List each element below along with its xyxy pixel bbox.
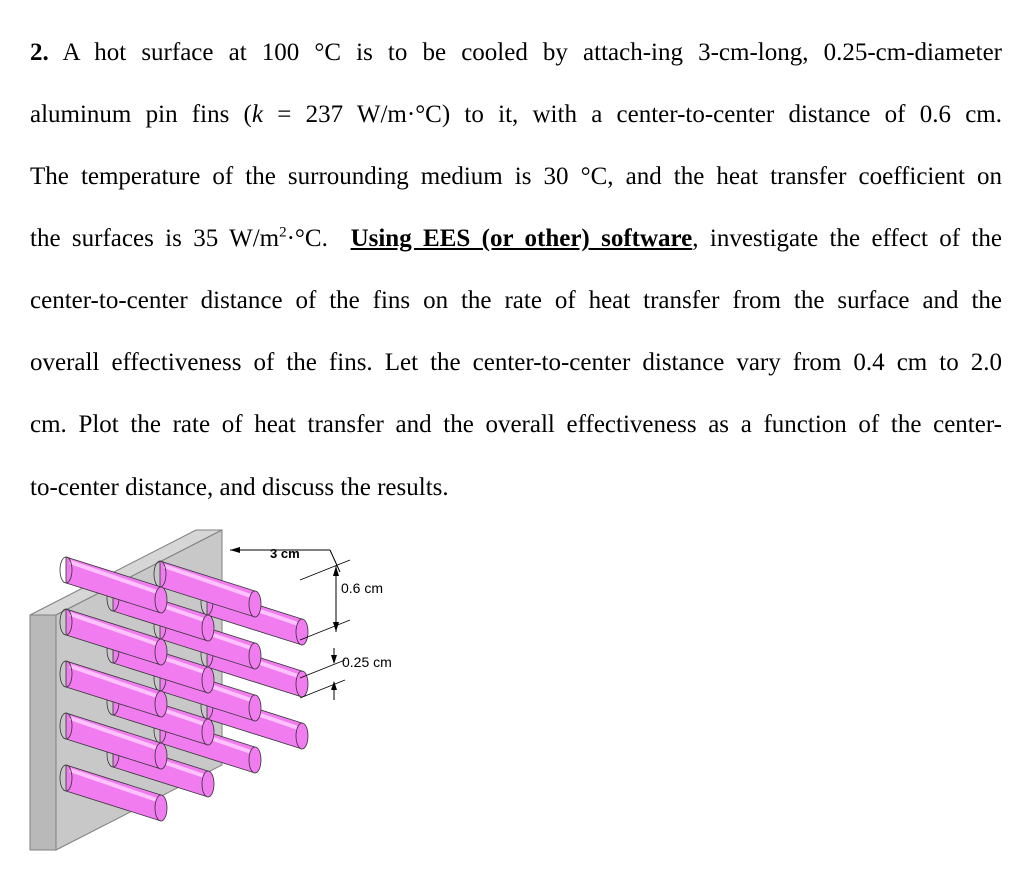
spacing-ext-top [300, 560, 350, 580]
problem-line-7: cm. Plot the rate of heat transfer and the overall effectiveness as a function of the center- [30, 411, 1002, 438]
fin-tip [155, 691, 167, 717]
spacing-arrow-bottom [333, 622, 339, 632]
problem-number: 2. [30, 39, 49, 66]
fin-tip [202, 615, 214, 641]
fin-tip [155, 639, 167, 665]
fin-tip [249, 591, 261, 617]
length-dimension-tick [330, 550, 340, 572]
problem-line-5: center-to-center distance of the fins on the rate of heat transfer from the surface and the [30, 287, 1002, 314]
pin-fin-diagram [0, 520, 440, 860]
problem-line-4: the surfaces is 35 $W/m^2\cdot^\circ C$. Using EES (or other) software, investigate the effect of the [30, 224, 1002, 252]
length-arrow-left [230, 547, 240, 553]
problem-line-6: overall effectiveness of the fins. Let the center-to-center distance vary from 0.4 cm to 2.0 [30, 349, 1002, 376]
base-plate-side [30, 615, 56, 850]
diameter-label: 0.25 cm [342, 654, 392, 670]
fin-tip [249, 747, 261, 773]
conductivity-symbol: k [251, 101, 263, 128]
software-instruction: Using EES (or other) software [350, 225, 693, 252]
pin-fin-figure [0, 520, 440, 860]
fin-tip [155, 743, 167, 769]
problem-line-2: aluminum pin fins (k = 237 W/m·°C) to it, with a center-to-center distance of 0.6 cm. [30, 101, 1002, 128]
fin-tip [202, 719, 214, 745]
fin-tip [296, 723, 308, 749]
fin-tip [202, 667, 214, 693]
fin-tip [155, 795, 167, 821]
problem-line-3: The temperature of the surrounding medium is 30 °C, and the heat transfer coefficient on [30, 163, 1002, 190]
diameter-ext-top [300, 660, 345, 678]
fin-tip [296, 671, 308, 697]
fin-tip [202, 771, 214, 797]
spacing-label: 0.6 cm [341, 580, 384, 596]
problem-line-8: to-center distance, and discuss the results. [30, 474, 449, 501]
fin-length-label: 3 cm [270, 546, 300, 561]
fin-tip [249, 643, 261, 669]
problem-line-1: 2. A hot surface at 100 °C is to be cooled by attach-ing 3-cm-long, 0.25-cm-diameter [30, 39, 1002, 66]
diameter-arrow-top [331, 655, 337, 664]
fin-tip [296, 619, 308, 645]
fin-tip [249, 695, 261, 721]
fin-tip [155, 587, 167, 613]
